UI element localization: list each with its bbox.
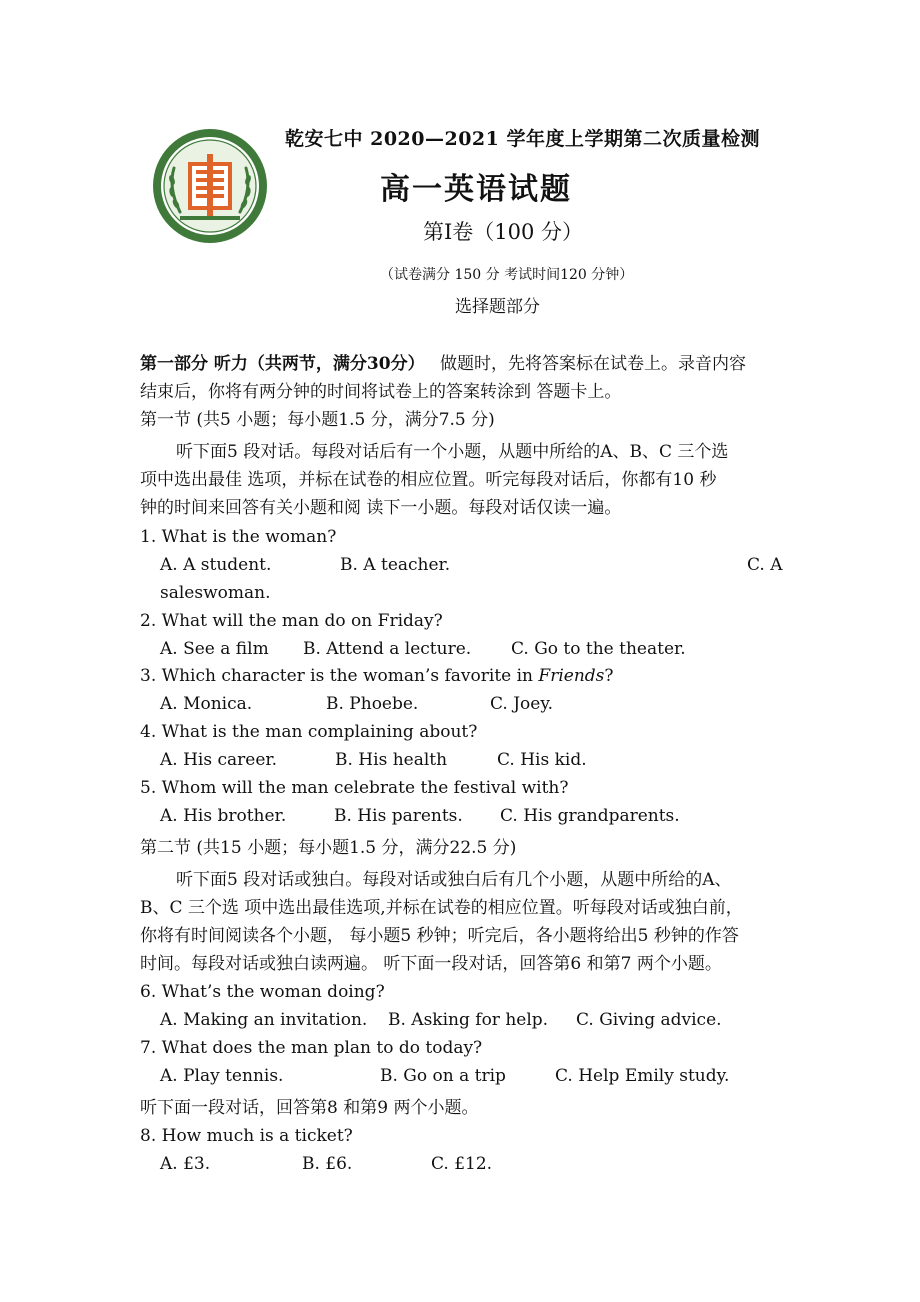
section-label: 选择题部分 [455,297,540,317]
q1-option-b: B. A teacher. [340,555,451,575]
q5-option-a: A. His brother. [160,806,287,826]
section2-instruction-1: 听下面5 段对话或独白。每段对话或独白后有几个小题，从题中所给的A、 [176,870,732,890]
q2-stem: 2. What will the man do on Friday? [140,611,443,631]
q2-option-a: A. See a film [160,639,269,659]
section2-instruction-3: 你将有时间阅读各个小题， 每小题5 秒钟；听完后，各小题将给出5 秒钟的作答 [140,926,739,946]
section1-instruction-3: 钟的时间来回答有关小题和阅 读下一小题。每段对话仅读一遍。 [140,498,622,518]
part1-intro-line2: 结束后，你将有两分钟的时间将试卷上的答案转涂到 答题卡上。 [140,382,622,402]
q3-option-c: C. Joey. [490,694,554,714]
q4-stem: 4. What is the man complaining about? [140,722,478,742]
q7-stem: 7. What does the man plan to do today? [140,1038,483,1058]
q6-option-b: B. Asking for help. [388,1010,549,1030]
q2-option-b: B. Attend a lecture. [303,639,472,659]
q3-option-b: B. Phoebe. [326,694,419,714]
q7-option-c: C. Help Emily study. [555,1066,730,1086]
q7-option-a: A. Play tennis. [160,1066,284,1086]
q6-option-a: A. Making an invitation. [160,1010,368,1030]
q6-option-c: C. Giving advice. [576,1010,722,1030]
q8-option-a: A. £3. [160,1154,211,1174]
q4-option-b: B. His health [335,750,448,770]
section1-instruction-2: 项中选出最佳 选项，并标在试卷的相应位置。听完每段对话后，你都有10 秒 [140,470,717,490]
q8-option-b: B. £6. [302,1154,353,1174]
paper-volume: 第I卷（100 分） [423,220,584,244]
school-emblem-icon [150,128,270,244]
section2-instruction-2: B、C 三个选 项中选出最佳选项,并标在试卷的相应位置。听每段对话或独白前， [140,898,743,918]
q3-option-a: A. Monica. [160,694,253,714]
q3-stem-after: ? [604,666,614,686]
q5-stem: 5. Whom will the man celebrate the festival with? [140,778,569,798]
exam-info: （试卷满分 150 分 考试时间120 分钟） [380,267,634,283]
section2-next-dialogue: 听下面一段对话，回答第8 和第9 两个小题。 [140,1098,479,1118]
part1-intro-rest: 做题时，先将答案标在试卷上。录音内容 [439,354,746,374]
main-title: 高一英语试题 [380,172,572,207]
school-exam-title: 乾安七中 2020—2021 学年度上学期第二次质量检测 [285,128,760,150]
part1-intro [140,350,746,378]
q4-option-c: C. His kid. [497,750,587,770]
section2-title: 第二节 (共15 小题；每小题1.5 分，满分22.5 分) [140,838,517,858]
part1-heading: 第一部分 听力（共两节，满分30分） [140,354,425,374]
q4-option-a: A. His career. [160,750,278,770]
section1-title: 第一节 (共5 小题；每小题1.5 分，满分7.5 分) [140,410,495,430]
section2-instruction-4: 时间。每段对话或独白读两遍。 听下面一段对话，回答第6 和第7 两个小题。 [140,954,722,974]
q5-option-b: B. His parents. [334,806,463,826]
q7-option-b: B. Go on a trip [380,1066,506,1086]
q1-stem: 1. What is the woman? [140,527,337,547]
q5-option-c: C. His grandparents. [500,806,680,826]
q3-stem-before: 3. Which character is the woman’s favorite in [140,666,539,686]
q3-stem [140,662,614,690]
q1-option-c: C. A [747,555,783,575]
q1-option-a: A. A student. [160,555,272,575]
q2-option-c: C. Go to the theater. [511,639,686,659]
q6-stem: 6. What’s the woman doing? [140,982,385,1002]
q3-stem-italic: Friends [538,666,605,686]
q8-option-c: C. £12. [431,1154,493,1174]
q1-option-c-continued: saleswoman. [160,583,271,603]
q8-stem: 8. How much is a ticket? [140,1126,353,1146]
section1-instruction-1: 听下面5 段对话。每段对话后有一个小题，从题中所给的A、B、C 三个选 [176,442,729,462]
